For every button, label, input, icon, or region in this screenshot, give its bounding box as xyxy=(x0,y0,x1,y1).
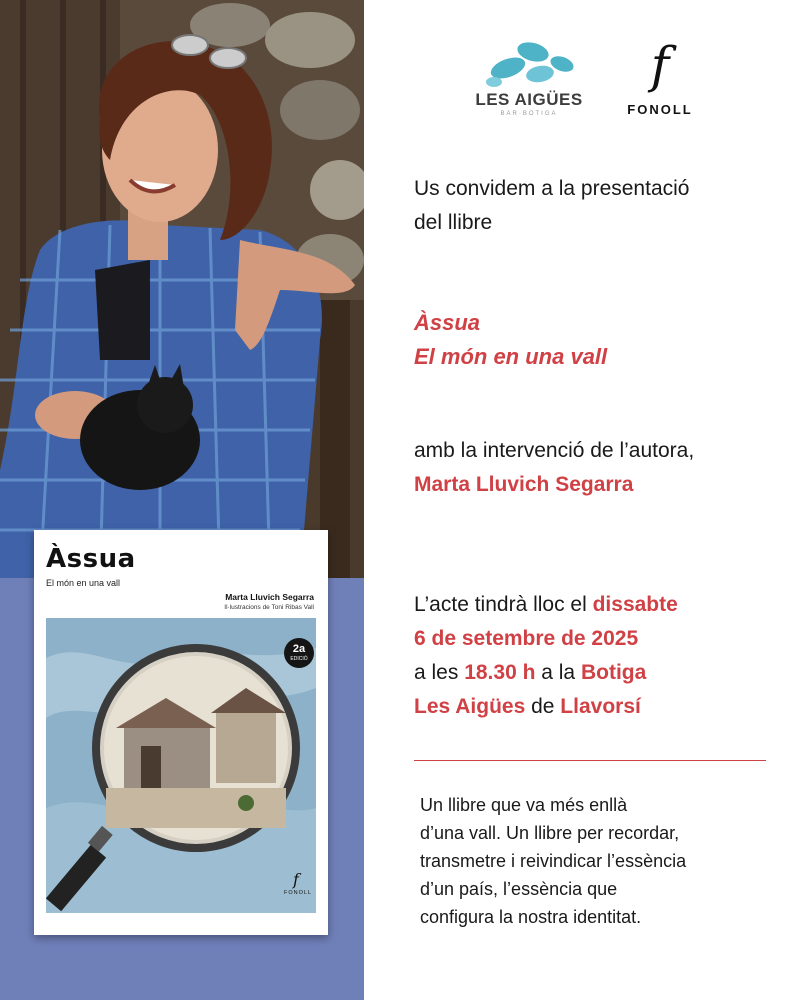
event-details xyxy=(414,588,784,724)
publisher-name: FONOLL xyxy=(283,890,312,896)
book-cover-illustration xyxy=(46,618,316,913)
les-aigues-name: LES AIGÜES xyxy=(475,90,583,109)
event-place-1: Botiga xyxy=(580,661,647,684)
book-title: Àssua xyxy=(414,310,481,335)
book-cover xyxy=(34,530,328,935)
edition-badge xyxy=(284,638,314,668)
les-aigues-subtitle: BAR·BOTIGA xyxy=(500,111,558,117)
magnifying-glass-illustration xyxy=(46,618,316,913)
book-cover-illustrator: Il·lustracions de Toni Ribas Vall xyxy=(224,604,314,611)
left-column xyxy=(0,0,364,1000)
event-date: 6 de setembre de 2025 xyxy=(414,627,639,650)
edition-label: EDICIÓ xyxy=(290,656,308,662)
event-of: de xyxy=(525,695,561,718)
description-line-4: d’un país, l’essència que xyxy=(420,879,618,899)
edition-number: 2a xyxy=(292,643,306,655)
author-photo xyxy=(0,0,364,578)
description-line-1: Un llibre que va més enllà xyxy=(420,795,628,815)
book-title-block xyxy=(414,306,784,374)
intervention-text xyxy=(414,434,784,502)
invitation-text xyxy=(414,172,784,240)
publisher-logo-icon: f xyxy=(293,870,299,889)
invitation-line-1: Us convidem a la presentació xyxy=(414,177,690,200)
event-line-4 xyxy=(414,690,784,724)
fonoll-logo xyxy=(620,38,700,128)
book-subtitle: El món en una vall xyxy=(414,344,608,369)
description-line-2: d’una vall. Un llibre per recordar, xyxy=(420,823,680,843)
event-line-3 xyxy=(414,656,784,690)
invitation-line-2: del llibre xyxy=(414,211,493,234)
divider-line xyxy=(414,760,766,761)
event-line-1 xyxy=(414,588,784,622)
fonoll-logo-icon: f xyxy=(650,36,670,94)
fonoll-name: FONOLL xyxy=(627,102,693,117)
author-photo-illustration xyxy=(0,0,364,578)
description-line-5: configura la nostra identitat. xyxy=(420,907,642,927)
event-day: dissabte xyxy=(592,593,678,616)
book-cover-title: Àssua xyxy=(46,544,136,574)
author-name: Marta Lluvich Segarra xyxy=(414,473,634,496)
event-at-place: a la xyxy=(535,661,581,684)
event-town: Llavorsí xyxy=(560,695,641,718)
intervention-line: amb la intervenció de l’autora, xyxy=(414,439,695,462)
event-time: 18.30 h xyxy=(464,661,536,684)
book-description xyxy=(420,791,780,931)
les-aigues-logo-icon xyxy=(478,38,578,90)
book-cover-subtitle: El món en una vall xyxy=(46,578,121,588)
book-cover-author: Marta Lluvich Segarra xyxy=(225,592,314,602)
event-prefix: L’acte tindrà lloc el xyxy=(414,593,593,616)
event-place-2: Les Aigües xyxy=(414,695,526,718)
event-at: a les xyxy=(414,661,465,684)
les-aigues-logo xyxy=(470,38,588,128)
description-line-3: transmetre i reivindicar l’essència xyxy=(420,851,687,871)
partner-logos xyxy=(470,38,730,128)
